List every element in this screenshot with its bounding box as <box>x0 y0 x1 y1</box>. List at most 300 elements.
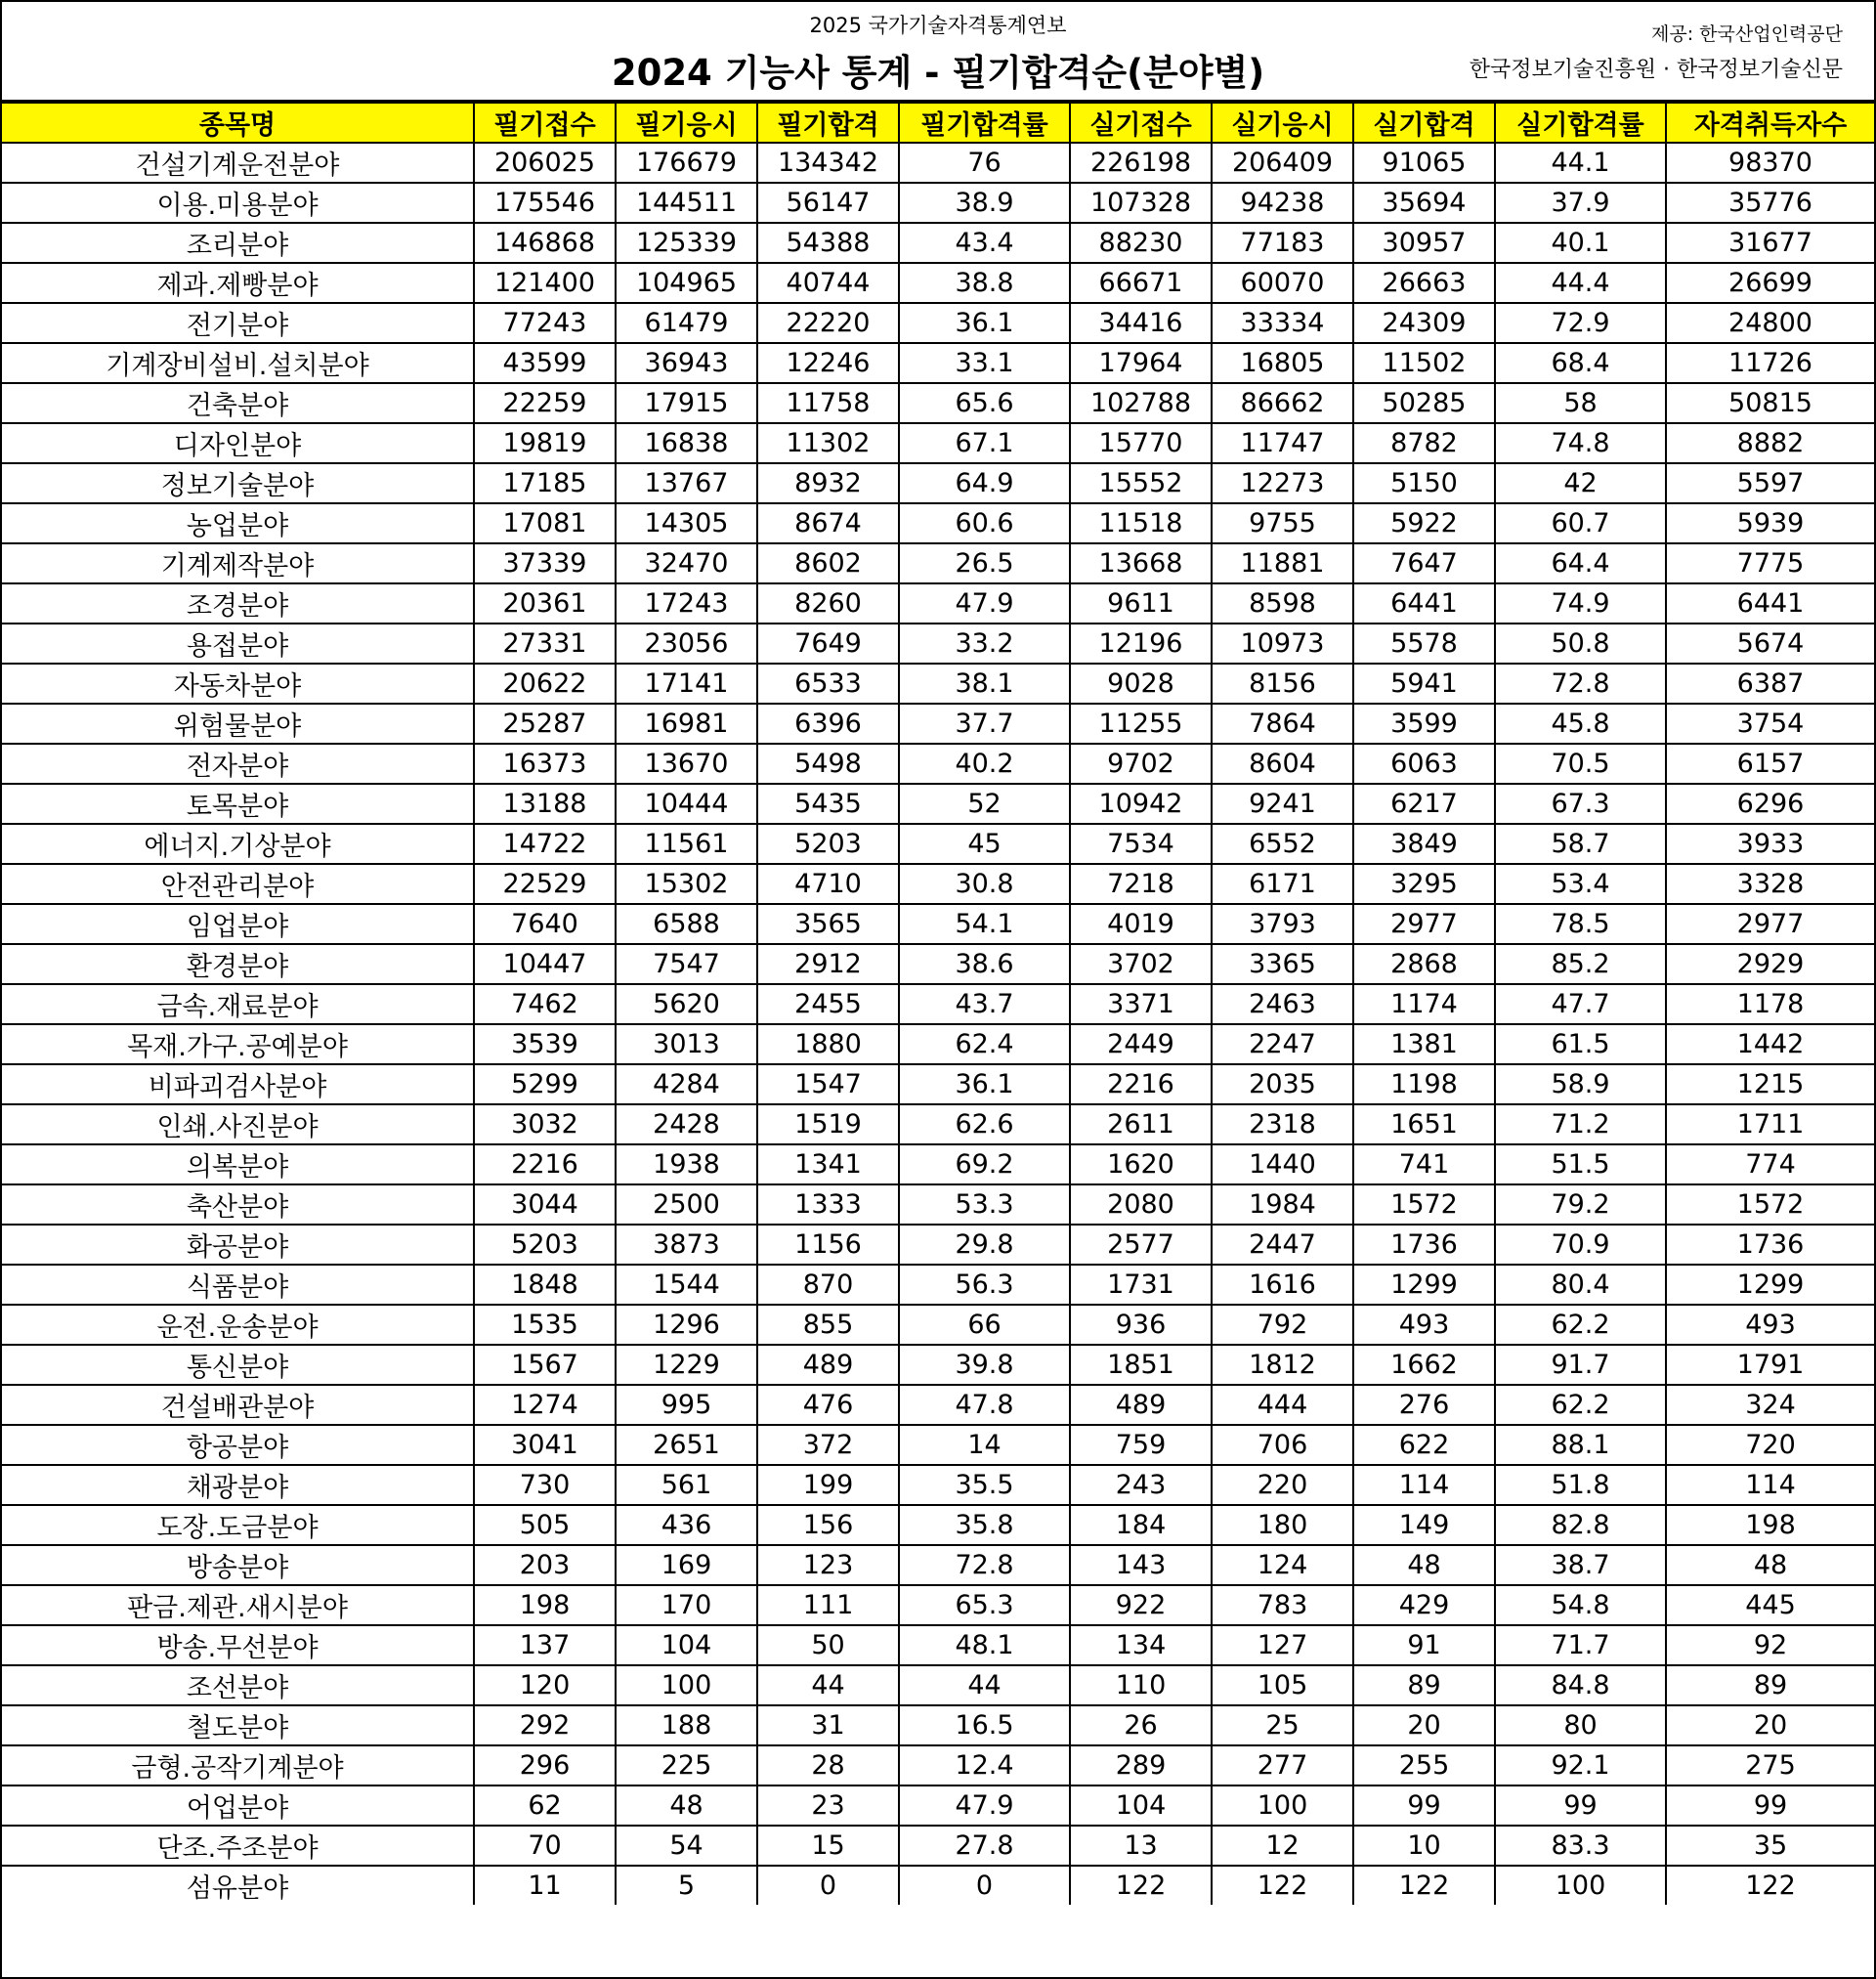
value-cell: 5150 <box>1353 463 1495 503</box>
publishers: 한국정보기술진흥원 · 한국정보기술신문 <box>1469 58 1843 82</box>
field-name-cell: 목재.가구.공예분야 <box>2 1024 474 1064</box>
value-cell: 1535 <box>474 1305 616 1345</box>
value-cell: 48 <box>616 1785 757 1826</box>
value-cell: 91065 <box>1353 143 1495 183</box>
value-cell: 13767 <box>616 463 757 503</box>
value-cell: 6533 <box>757 664 899 704</box>
column-written-pass-rate-header: 필기합격률 <box>899 103 1070 143</box>
value-cell: 122 <box>1212 1866 1353 1905</box>
value-cell: 10942 <box>1070 784 1212 824</box>
value-cell: 146868 <box>474 223 616 263</box>
table-row <box>2 1225 1874 1265</box>
report-subtitle: 2025 국가기술자격통계연보 <box>809 14 1067 37</box>
field-name-cell: 비파괴검사분야 <box>2 1064 474 1104</box>
table-row <box>2 1144 1874 1184</box>
table-row <box>2 784 1874 824</box>
value-cell: 17964 <box>1070 343 1212 383</box>
value-cell: 27331 <box>474 624 616 664</box>
field-name-cell: 통신분야 <box>2 1345 474 1385</box>
value-cell: 720 <box>1666 1425 1874 1465</box>
value-cell: 33.2 <box>899 624 1070 664</box>
table-row <box>2 1305 1874 1345</box>
value-cell: 2463 <box>1212 984 1353 1024</box>
value-cell: 29.8 <box>899 1225 1070 1265</box>
table-row <box>2 263 1874 303</box>
value-cell: 3702 <box>1070 944 1212 984</box>
value-cell: 3933 <box>1666 824 1874 864</box>
value-cell: 0 <box>757 1866 899 1905</box>
value-cell: 61479 <box>616 303 757 343</box>
value-cell: 83.3 <box>1495 1826 1666 1866</box>
value-cell: 56.3 <box>899 1265 1070 1305</box>
value-cell: 99 <box>1353 1785 1495 1826</box>
value-cell: 13188 <box>474 784 616 824</box>
value-cell: 15552 <box>1070 463 1212 503</box>
value-cell: 1274 <box>474 1385 616 1425</box>
table-row <box>2 664 1874 704</box>
report-header <box>2 2 1874 102</box>
value-cell: 91 <box>1353 1625 1495 1665</box>
value-cell: 14722 <box>474 824 616 864</box>
value-cell: 2428 <box>616 1104 757 1144</box>
value-cell: 42 <box>1495 463 1666 503</box>
value-cell: 180 <box>1212 1505 1353 1545</box>
value-cell: 5939 <box>1666 503 1874 543</box>
value-cell: 2449 <box>1070 1024 1212 1064</box>
value-cell: 2912 <box>757 944 899 984</box>
value-cell: 774 <box>1666 1144 1874 1184</box>
value-cell: 3365 <box>1212 944 1353 984</box>
value-cell: 1174 <box>1353 984 1495 1024</box>
value-cell: 37.7 <box>899 704 1070 744</box>
value-cell: 11747 <box>1212 423 1353 463</box>
value-cell: 60070 <box>1212 263 1353 303</box>
value-cell: 3754 <box>1666 704 1874 744</box>
value-cell: 6296 <box>1666 784 1874 824</box>
value-cell: 5498 <box>757 744 899 784</box>
value-cell: 36943 <box>616 343 757 383</box>
value-cell: 8674 <box>757 503 899 543</box>
value-cell: 123 <box>757 1545 899 1585</box>
value-cell: 104 <box>1070 1785 1212 1826</box>
value-cell: 45.8 <box>1495 704 1666 744</box>
table-row <box>2 583 1874 624</box>
value-cell: 493 <box>1353 1305 1495 1345</box>
value-cell: 9241 <box>1212 784 1353 824</box>
value-cell: 40.1 <box>1495 223 1666 263</box>
column-written-applied-header: 필기접수 <box>474 103 616 143</box>
table-row <box>2 744 1874 784</box>
table-row <box>2 1345 1874 1385</box>
value-cell: 13670 <box>616 744 757 784</box>
field-name-cell: 농업분야 <box>2 503 474 543</box>
value-cell: 13668 <box>1070 543 1212 583</box>
value-cell: 120 <box>474 1665 616 1705</box>
value-cell: 2977 <box>1353 904 1495 944</box>
value-cell: 1341 <box>757 1144 899 1184</box>
value-cell: 54388 <box>757 223 899 263</box>
value-cell: 8604 <box>1212 744 1353 784</box>
value-cell: 121400 <box>474 263 616 303</box>
table-row <box>2 1465 1874 1505</box>
table-row <box>2 543 1874 583</box>
value-cell: 3044 <box>474 1184 616 1225</box>
value-cell: 1791 <box>1666 1345 1874 1385</box>
value-cell: 12.4 <box>899 1745 1070 1785</box>
field-name-cell: 판금.제관.새시분야 <box>2 1585 474 1625</box>
value-cell: 6171 <box>1212 864 1353 904</box>
value-cell: 11518 <box>1070 503 1212 543</box>
value-cell: 15 <box>757 1826 899 1866</box>
table-row <box>2 624 1874 664</box>
value-cell: 10447 <box>474 944 616 984</box>
value-cell: 16.5 <box>899 1705 1070 1745</box>
value-cell: 1296 <box>616 1305 757 1345</box>
value-cell: 9702 <box>1070 744 1212 784</box>
table-header-row <box>2 103 1874 143</box>
data-provider: 제공: 한국산업인력공단 <box>1651 23 1843 45</box>
value-cell: 111 <box>757 1585 899 1625</box>
value-cell: 16981 <box>616 704 757 744</box>
field-name-cell: 채광분야 <box>2 1465 474 1505</box>
field-name-cell: 건설기계운전분야 <box>2 143 474 183</box>
field-name-cell: 금속.재료분야 <box>2 984 474 1024</box>
table-row <box>2 1425 1874 1465</box>
value-cell: 86662 <box>1212 383 1353 423</box>
value-cell: 102788 <box>1070 383 1212 423</box>
value-cell: 17141 <box>616 664 757 704</box>
value-cell: 22529 <box>474 864 616 904</box>
field-name-cell: 기계제작분야 <box>2 543 474 583</box>
value-cell: 80 <box>1495 1705 1666 1745</box>
value-cell: 84.8 <box>1495 1665 1666 1705</box>
value-cell: 33334 <box>1212 303 1353 343</box>
value-cell: 870 <box>757 1265 899 1305</box>
value-cell: 143 <box>1070 1545 1212 1585</box>
value-cell: 3295 <box>1353 864 1495 904</box>
table-row <box>2 503 1874 543</box>
value-cell: 1851 <box>1070 1345 1212 1385</box>
value-cell: 38.9 <box>899 183 1070 223</box>
value-cell: 88230 <box>1070 223 1212 263</box>
value-cell: 1299 <box>1353 1265 1495 1305</box>
value-cell: 124 <box>1212 1545 1353 1585</box>
value-cell: 3041 <box>474 1425 616 1465</box>
table-row <box>2 1826 1874 1866</box>
field-name-cell: 이용.미용분야 <box>2 183 474 223</box>
value-cell: 43599 <box>474 343 616 383</box>
field-name-cell: 임업분야 <box>2 904 474 944</box>
value-cell: 2500 <box>616 1184 757 1225</box>
value-cell: 995 <box>616 1385 757 1425</box>
value-cell: 65.6 <box>899 383 1070 423</box>
value-cell: 64.9 <box>899 463 1070 503</box>
table-row <box>2 1024 1874 1064</box>
value-cell: 92.1 <box>1495 1745 1666 1785</box>
value-cell: 226198 <box>1070 143 1212 183</box>
value-cell: 476 <box>757 1385 899 1425</box>
field-name-cell: 정보기술분야 <box>2 463 474 503</box>
table-row <box>2 1184 1874 1225</box>
value-cell: 7647 <box>1353 543 1495 583</box>
value-cell: 275 <box>1666 1745 1874 1785</box>
value-cell: 17185 <box>474 463 616 503</box>
value-cell: 1572 <box>1666 1184 1874 1225</box>
column-name-header: 종목명 <box>2 103 474 143</box>
value-cell: 2455 <box>757 984 899 1024</box>
value-cell: 2611 <box>1070 1104 1212 1144</box>
value-cell: 70.5 <box>1495 744 1666 784</box>
value-cell: 3565 <box>757 904 899 944</box>
value-cell: 10 <box>1353 1826 1495 1866</box>
field-name-cell: 환경분야 <box>2 944 474 984</box>
value-cell: 15770 <box>1070 423 1212 463</box>
value-cell: 0 <box>899 1866 1070 1905</box>
value-cell: 445 <box>1666 1585 1874 1625</box>
value-cell: 24800 <box>1666 303 1874 343</box>
value-cell: 50.8 <box>1495 624 1666 664</box>
value-cell: 62.2 <box>1495 1385 1666 1425</box>
value-cell: 11758 <box>757 383 899 423</box>
value-cell: 17081 <box>474 503 616 543</box>
value-cell: 855 <box>757 1305 899 1345</box>
value-cell: 6588 <box>616 904 757 944</box>
value-cell: 72.8 <box>899 1545 1070 1585</box>
value-cell: 58 <box>1495 383 1666 423</box>
value-cell: 6441 <box>1666 583 1874 624</box>
value-cell: 20622 <box>474 664 616 704</box>
value-cell: 20361 <box>474 583 616 624</box>
value-cell: 936 <box>1070 1305 1212 1345</box>
value-cell: 505 <box>474 1505 616 1545</box>
table-row <box>2 904 1874 944</box>
value-cell: 30957 <box>1353 223 1495 263</box>
value-cell: 80.4 <box>1495 1265 1666 1305</box>
field-name-cell: 방송.무선분야 <box>2 1625 474 1665</box>
value-cell: 67.1 <box>899 423 1070 463</box>
value-cell: 68.4 <box>1495 343 1666 383</box>
value-cell: 1229 <box>616 1345 757 1385</box>
value-cell: 493 <box>1666 1305 1874 1345</box>
value-cell: 40.2 <box>899 744 1070 784</box>
field-name-cell: 조선분야 <box>2 1665 474 1705</box>
column-practical-pass-rate-header: 실기합격률 <box>1495 103 1666 143</box>
value-cell: 30.8 <box>899 864 1070 904</box>
value-cell: 44 <box>899 1665 1070 1705</box>
value-cell: 2868 <box>1353 944 1495 984</box>
table-row <box>2 1705 1874 1745</box>
value-cell: 6217 <box>1353 784 1495 824</box>
value-cell: 170 <box>616 1585 757 1625</box>
value-cell: 66 <box>899 1305 1070 1345</box>
value-cell: 12246 <box>757 343 899 383</box>
value-cell: 12273 <box>1212 463 1353 503</box>
column-practical-applied-header: 실기접수 <box>1070 103 1212 143</box>
value-cell: 324 <box>1666 1385 1874 1425</box>
value-cell: 26 <box>1070 1705 1212 1745</box>
value-cell: 436 <box>616 1505 757 1545</box>
value-cell: 114 <box>1353 1465 1495 1505</box>
value-cell: 47.7 <box>1495 984 1666 1024</box>
value-cell: 82.8 <box>1495 1505 1666 1545</box>
value-cell: 10973 <box>1212 624 1353 664</box>
field-name-cell: 섬유분야 <box>2 1866 474 1905</box>
value-cell: 43.7 <box>899 984 1070 1024</box>
field-name-cell: 토목분야 <box>2 784 474 824</box>
value-cell: 43.4 <box>899 223 1070 263</box>
field-name-cell: 방송분야 <box>2 1545 474 1585</box>
value-cell: 292 <box>474 1705 616 1745</box>
field-name-cell: 자동차분야 <box>2 664 474 704</box>
value-cell: 122 <box>1666 1866 1874 1905</box>
value-cell: 2216 <box>474 1144 616 1184</box>
value-cell: 16373 <box>474 744 616 784</box>
table-row <box>2 1585 1874 1625</box>
value-cell: 35776 <box>1666 183 1874 223</box>
value-cell: 1572 <box>1353 1184 1495 1225</box>
value-cell: 2216 <box>1070 1064 1212 1104</box>
value-cell: 35.5 <box>899 1465 1070 1505</box>
value-cell: 24309 <box>1353 303 1495 343</box>
value-cell: 206025 <box>474 143 616 183</box>
value-cell: 53.4 <box>1495 864 1666 904</box>
value-cell: 11302 <box>757 423 899 463</box>
value-cell: 58.7 <box>1495 824 1666 864</box>
value-cell: 72.8 <box>1495 664 1666 704</box>
field-name-cell: 단조.주조분야 <box>2 1826 474 1866</box>
column-written-taken-header: 필기응시 <box>616 103 757 143</box>
field-name-cell: 조경분야 <box>2 583 474 624</box>
value-cell: 110 <box>1070 1665 1212 1705</box>
value-cell: 122 <box>1353 1866 1495 1905</box>
value-cell: 54.1 <box>899 904 1070 944</box>
value-cell: 23056 <box>616 624 757 664</box>
value-cell: 1178 <box>1666 984 1874 1024</box>
value-cell: 203 <box>474 1545 616 1585</box>
value-cell: 1736 <box>1353 1225 1495 1265</box>
value-cell: 14 <box>899 1425 1070 1465</box>
value-cell: 3539 <box>474 1024 616 1064</box>
value-cell: 70 <box>474 1826 616 1866</box>
value-cell: 1616 <box>1212 1265 1353 1305</box>
value-cell: 1662 <box>1353 1345 1495 1385</box>
table-row <box>2 463 1874 503</box>
value-cell: 3371 <box>1070 984 1212 1024</box>
table-row <box>2 1866 1874 1905</box>
value-cell: 1333 <box>757 1184 899 1225</box>
table-row <box>2 383 1874 423</box>
value-cell: 2447 <box>1212 1225 1353 1265</box>
column-written-passed-header: 필기합격 <box>757 103 899 143</box>
value-cell: 32470 <box>616 543 757 583</box>
value-cell: 2977 <box>1666 904 1874 944</box>
table-row <box>2 423 1874 463</box>
field-name-cell: 에너지.기상분야 <box>2 824 474 864</box>
column-certified-header: 자격취득자수 <box>1666 103 1874 143</box>
value-cell: 50 <box>757 1625 899 1665</box>
table-row <box>2 1505 1874 1545</box>
table-row <box>2 944 1874 984</box>
table-row <box>2 183 1874 223</box>
value-cell: 706 <box>1212 1425 1353 1465</box>
value-cell: 175546 <box>474 183 616 223</box>
value-cell: 79.2 <box>1495 1184 1666 1225</box>
value-cell: 47.9 <box>899 583 1070 624</box>
value-cell: 8598 <box>1212 583 1353 624</box>
value-cell: 289 <box>1070 1745 1212 1785</box>
value-cell: 48.1 <box>899 1625 1070 1665</box>
value-cell: 8260 <box>757 583 899 624</box>
value-cell: 19819 <box>474 423 616 463</box>
field-name-cell: 용접분야 <box>2 624 474 664</box>
value-cell: 134 <box>1070 1625 1212 1665</box>
table-row <box>2 1104 1874 1144</box>
value-cell: 1848 <box>474 1265 616 1305</box>
value-cell: 104 <box>616 1625 757 1665</box>
value-cell: 3793 <box>1212 904 1353 944</box>
value-cell: 35.8 <box>899 1505 1070 1545</box>
value-cell: 26663 <box>1353 263 1495 303</box>
field-name-cell: 식품분야 <box>2 1265 474 1305</box>
table-row <box>2 1625 1874 1665</box>
value-cell: 2577 <box>1070 1225 1212 1265</box>
value-cell: 44.4 <box>1495 263 1666 303</box>
value-cell: 51.8 <box>1495 1465 1666 1505</box>
value-cell: 1440 <box>1212 1144 1353 1184</box>
value-cell: 5203 <box>757 824 899 864</box>
value-cell: 489 <box>1070 1385 1212 1425</box>
value-cell: 2247 <box>1212 1024 1353 1064</box>
value-cell: 61.5 <box>1495 1024 1666 1064</box>
table-row <box>2 1785 1874 1826</box>
value-cell: 11881 <box>1212 543 1353 583</box>
value-cell: 35 <box>1666 1826 1874 1866</box>
value-cell: 7534 <box>1070 824 1212 864</box>
column-practical-taken-header: 실기응시 <box>1212 103 1353 143</box>
table-row <box>2 824 1874 864</box>
value-cell: 66671 <box>1070 263 1212 303</box>
field-name-cell: 디자인분야 <box>2 423 474 463</box>
value-cell: 1736 <box>1666 1225 1874 1265</box>
value-cell: 1519 <box>757 1104 899 1144</box>
value-cell: 38.1 <box>899 664 1070 704</box>
value-cell: 54 <box>616 1826 757 1866</box>
value-cell: 6441 <box>1353 583 1495 624</box>
value-cell: 60.6 <box>899 503 1070 543</box>
value-cell: 39.8 <box>899 1345 1070 1385</box>
value-cell: 54.8 <box>1495 1585 1666 1625</box>
value-cell: 2651 <box>616 1425 757 1465</box>
value-cell: 1812 <box>1212 1345 1353 1385</box>
value-cell: 1984 <box>1212 1184 1353 1225</box>
value-cell: 104965 <box>616 263 757 303</box>
value-cell: 74.9 <box>1495 583 1666 624</box>
value-cell: 4284 <box>616 1064 757 1104</box>
value-cell: 1711 <box>1666 1104 1874 1144</box>
value-cell: 6552 <box>1212 824 1353 864</box>
field-name-cell: 위험물분야 <box>2 704 474 744</box>
value-cell: 225 <box>616 1745 757 1785</box>
value-cell: 134342 <box>757 143 899 183</box>
value-cell: 184 <box>1070 1505 1212 1545</box>
field-name-cell: 철도분야 <box>2 1705 474 1745</box>
value-cell: 5203 <box>474 1225 616 1265</box>
value-cell: 188 <box>616 1705 757 1745</box>
value-cell: 51.5 <box>1495 1144 1666 1184</box>
report-title: 2024 기능사 통계 - 필기합격순(분야별) <box>611 52 1265 94</box>
value-cell: 144511 <box>616 183 757 223</box>
value-cell: 3013 <box>616 1024 757 1064</box>
